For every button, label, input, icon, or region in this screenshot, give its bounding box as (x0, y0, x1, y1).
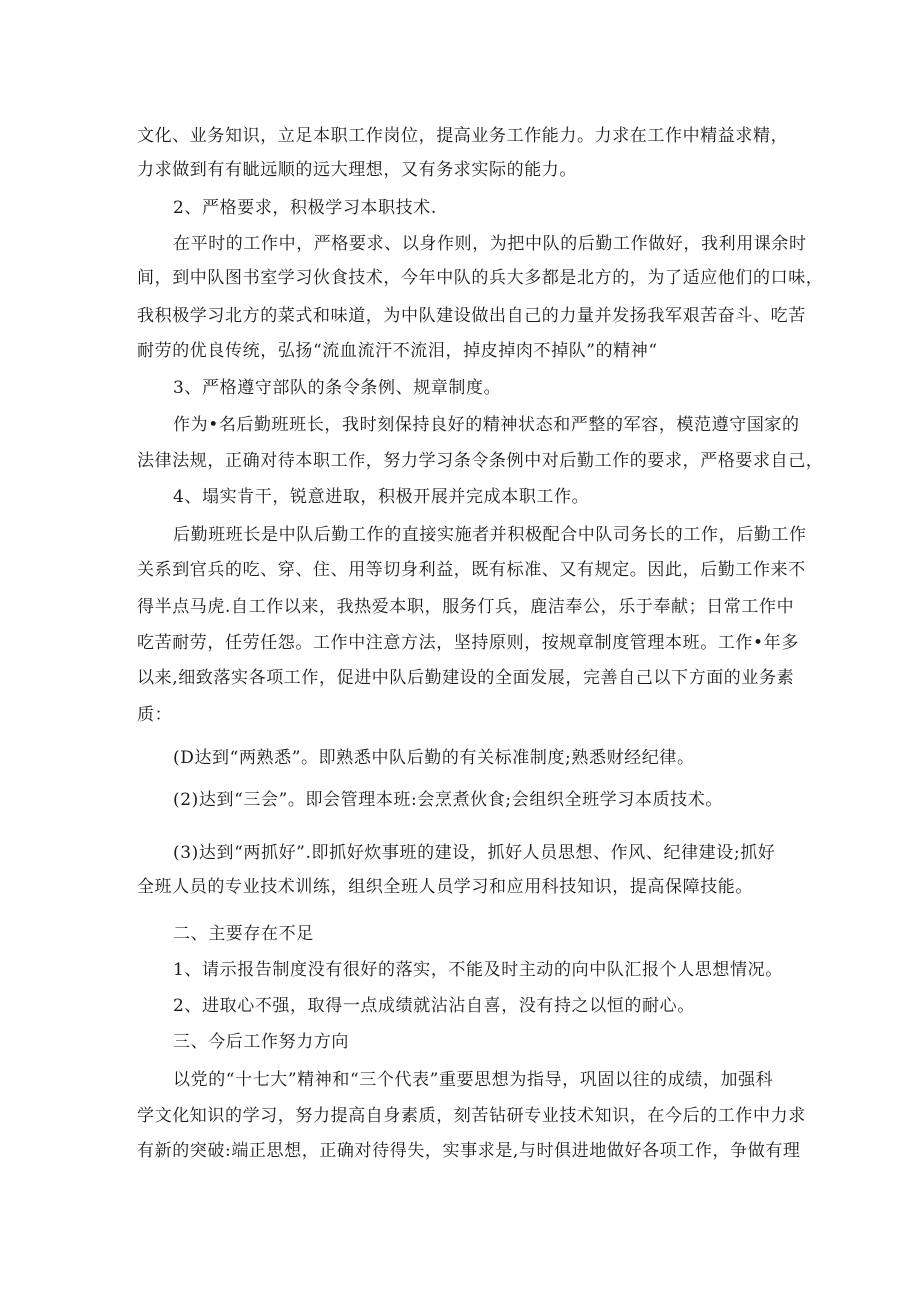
text-line: 质： (137, 705, 173, 725)
text-line: 吃苦耐劳，任劳任怨。工作中注意方法，坚持原则，按规章制度管理本班。工作•年多 (137, 633, 799, 653)
text-line: 间，到中队图书室学习伙食技术，今年中队的兵大多都是北方的，为了适应他们的口味， (137, 268, 824, 288)
text-line: 在平时的工作中，严格要求、以身作则，为把中队的后勤工作做好，我利用课余时 (173, 234, 807, 254)
text-line: 耐劳的优良传统，弘扬“流血流汗不流泪，掉皮掉肉不掉队”的精神“ (137, 341, 658, 361)
section-heading: 三、今后工作努力方向 (173, 1032, 349, 1052)
section-heading: 2、严格要求，积极学习本职技术. (173, 198, 437, 218)
text-line: 文化、业务知识，立足本职工作岗位，提高业务工作能力。力求在工作中精益求精， (137, 126, 789, 146)
text-line: 我积极学习北方的菜式和味道，为中队建设做出自己的力量并发扬我军艰苦奋斗、吃苦 (137, 306, 806, 326)
text-line: 法律法规，正确对待本职工作，努力学习条令条例中对后勤工作的要求，严格要求自己， (137, 451, 824, 471)
section-heading: 二、主要存在不足 (173, 924, 314, 944)
text-line: 后勤班班长是中队后勤工作的直接实施者并积极配合中队司务长的工作，后勤工作 (173, 525, 807, 545)
list-item: (3)达到“两抓好”.即抓好炊事班的建设，抓好人员思想、作风、纪律建设;抓好 (173, 843, 776, 863)
text-line: 力求做到有有眦远顺的远大理想，又有务求实际的能力。 (137, 160, 577, 180)
text-line: 学文化知识的学习，努力提高自身素质，刻苦钻研专业技术知识，在今后的工作中力求 (137, 1106, 806, 1126)
text-line: 以来,细致落实各项工作，促进中队后勤建设的全面发展，完善自己以下方面的业务素 (137, 668, 795, 688)
list-item: 2、进取心不强，取得一点成绩就沾沾自喜，没有持之以恒的耐心。 (173, 996, 695, 1016)
section-heading: 3、严格遵守部队的条令条例、规章制度。 (173, 378, 502, 398)
list-item: (2)达到“三会”。即会管理本班:会烹煮伙食;会组织全班学习本质技术。 (173, 790, 723, 810)
text-line: 有新的突破:端正思想，正确对待得失，实事求是,与时俱进地做好各项工作，争做有理 (137, 1141, 801, 1161)
text-line: 全班人员的专业技术训练，组织全班人员学习和应用科技知识，提高保障技能。 (137, 877, 753, 897)
text-line: 关系到官兵的吃、穿、住、用等切身利益，既有标准、又有规定。因此，后勤工作来不 (137, 560, 806, 580)
list-item: 1、请示报告制度没有很好的落实，不能及时主动的向中队汇报个人思想情况。 (173, 960, 783, 980)
list-item: (D达到“两熟悉”。即熟悉中队后勤的有关标准制度;熟悉财经纪律。 (173, 748, 695, 768)
section-heading: 4、塌实肯干，锐意进取，积极开展并完成本职工作。 (173, 487, 590, 507)
text-line: 作为•名后勤班班长，我时刻保持良好的精神状态和严整的军容，模范遵守国家的 (173, 415, 800, 435)
text-line: 得半点马虎.自工作以来，我热爱本职，服务仃兵，鹿洁奉公，乐于奉献；日常工作中 (137, 597, 795, 617)
text-line: 以党的“十七大”精神和“三个代表”重要思想为指导，巩固以往的成绩，加强科 (173, 1070, 774, 1090)
